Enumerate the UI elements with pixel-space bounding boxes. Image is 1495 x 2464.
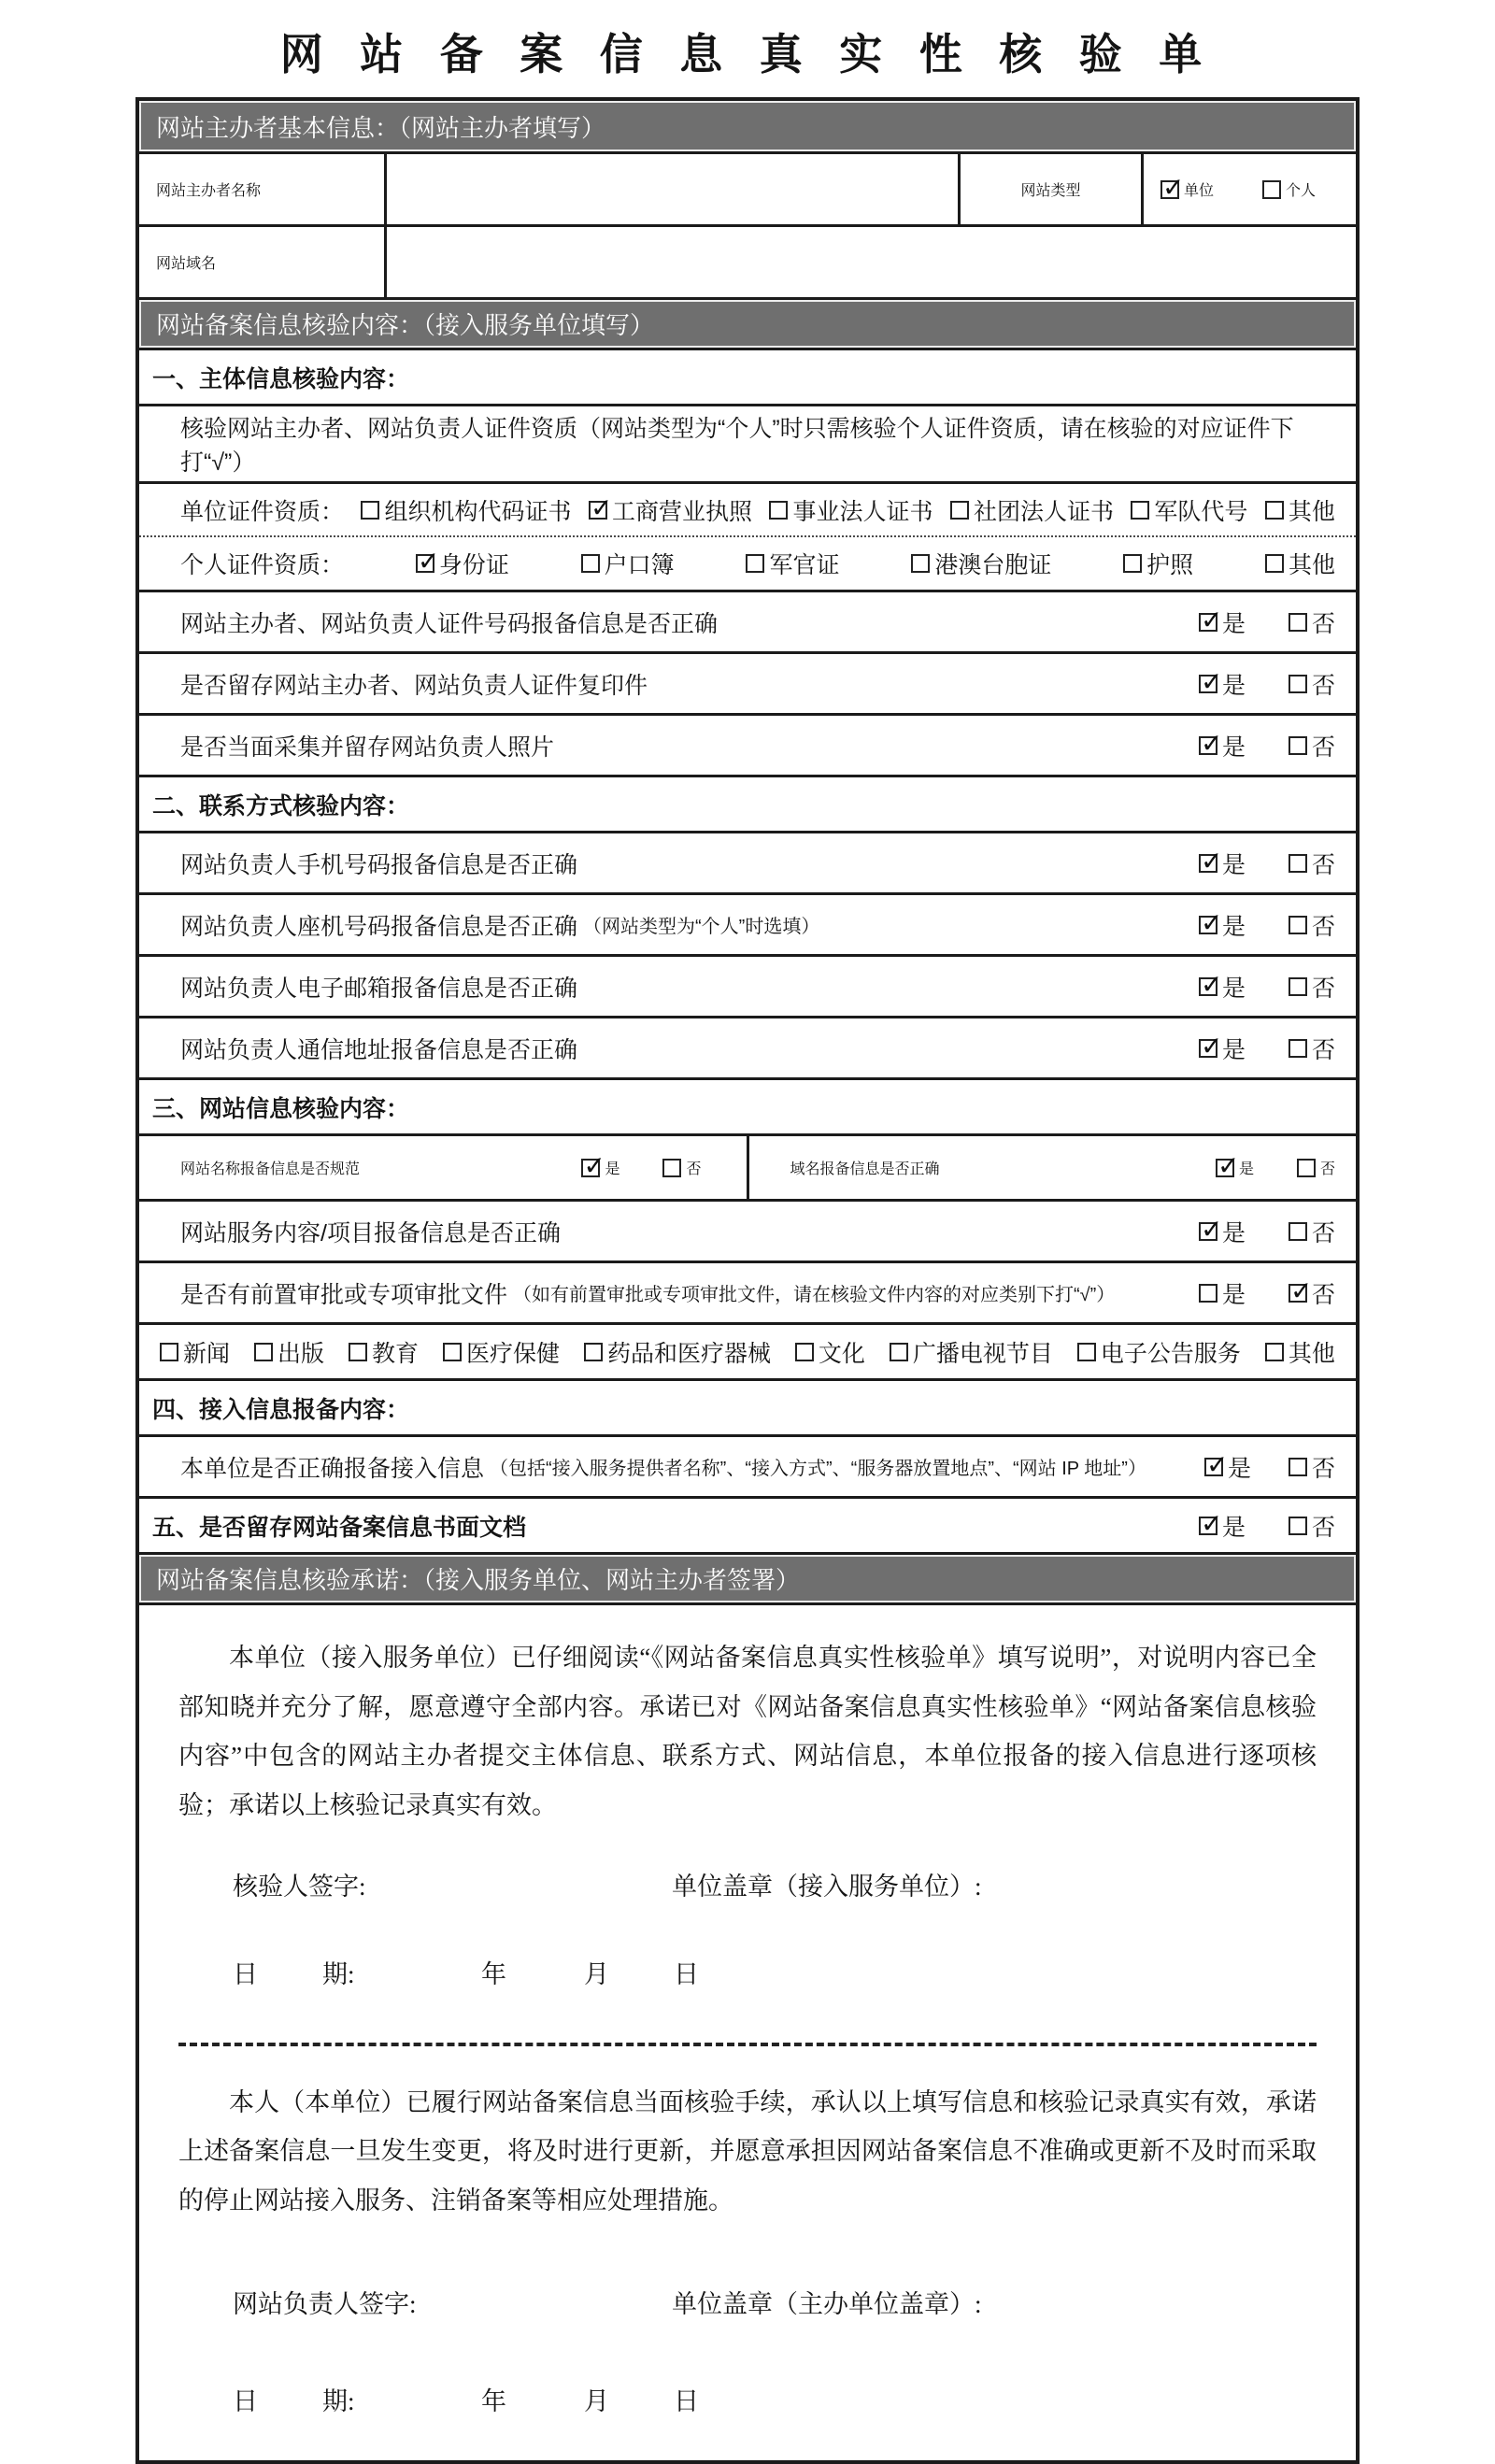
row-domain xyxy=(139,224,1356,297)
yes-option[interactable] xyxy=(581,1157,619,1178)
no-option[interactable] xyxy=(1289,847,1335,880)
date-day-label[interactable]: 日 xyxy=(674,1960,699,1989)
row-approval-categories xyxy=(139,1322,1356,1378)
approval-category[interactable] xyxy=(349,1335,419,1369)
question-row xyxy=(139,892,1356,954)
date-label-b: 期: xyxy=(322,1960,355,1989)
yes-option[interactable] xyxy=(1199,847,1246,880)
question-row xyxy=(139,651,1356,713)
part1-title: 一、主体信息核验内容： xyxy=(139,348,1356,404)
no-checkbox-icon[interactable] xyxy=(662,1159,681,1177)
organizer-name-label: 网站主办者名称 xyxy=(156,183,262,199)
checkbox-icon[interactable] xyxy=(589,501,607,520)
yes-no-group xyxy=(581,1157,705,1178)
yes-checkbox-icon[interactable] xyxy=(1199,1222,1217,1241)
date-label-a: 日 xyxy=(233,2387,258,2416)
yes-label: 是 xyxy=(1221,1514,1246,1541)
checkbox-icon[interactable] xyxy=(416,554,434,573)
checkbox-icon[interactable] xyxy=(746,554,764,573)
yes-label: 是 xyxy=(1221,851,1246,878)
yes-checkbox-icon[interactable] xyxy=(1199,916,1217,934)
no-label: 否 xyxy=(1311,851,1335,878)
unit-seal-label-2[interactable]: 单位盖章（主办单位盖章）: xyxy=(672,2289,982,2318)
no-label: 否 xyxy=(1311,672,1335,699)
part2-title: 二、联系方式核验内容： xyxy=(139,775,1356,831)
question-row xyxy=(139,713,1356,775)
checkbox-icon[interactable] xyxy=(160,1343,178,1361)
category-label: 广播电视节目 xyxy=(912,1340,1053,1367)
yes-option[interactable] xyxy=(1199,1276,1246,1310)
yes-no-group xyxy=(1199,667,1339,701)
yes-option[interactable] xyxy=(1216,1157,1254,1178)
no-option[interactable] xyxy=(1289,1032,1335,1065)
yes-label: 是 xyxy=(1221,734,1246,761)
checkbox-icon[interactable] xyxy=(349,1343,367,1361)
no-option[interactable] xyxy=(1289,1215,1335,1248)
question-text: 是否有前置审批或专项审批文件 xyxy=(180,1281,508,1308)
part4-title: 四、接入信息报备内容： xyxy=(139,1378,1356,1434)
personal-cert-option-label: 户口簿 xyxy=(604,552,675,578)
no-checkbox-icon[interactable] xyxy=(1289,1039,1307,1058)
domain-check xyxy=(747,1136,1357,1199)
site-manager-signature-label[interactable]: 网站负责人签字: xyxy=(233,2289,417,2318)
question-row xyxy=(139,1016,1356,1077)
row-unit-certificates xyxy=(139,481,1356,535)
no-label: 否 xyxy=(1311,1514,1335,1541)
personal-cert-option-label: 护照 xyxy=(1146,552,1194,578)
yes-label: 是 xyxy=(1221,975,1246,1002)
checkbox-icon[interactable] xyxy=(254,1343,273,1361)
domain-field[interactable] xyxy=(384,227,1356,297)
yes-checkbox-icon[interactable] xyxy=(1199,1284,1217,1303)
yes-label: 是 xyxy=(1221,1219,1246,1246)
section-header-verify-content: 网站备案信息核验内容：（接入服务单位填写） xyxy=(139,297,1356,348)
approval-category[interactable] xyxy=(160,1335,230,1369)
no-option[interactable] xyxy=(1289,970,1335,1004)
site-type-personal-label: 个人 xyxy=(1286,183,1317,199)
approval-category[interactable] xyxy=(584,1335,771,1369)
no-checkbox-icon[interactable] xyxy=(1289,1458,1307,1476)
personal-cert-option[interactable] xyxy=(1265,547,1335,580)
question-row xyxy=(139,1434,1356,1496)
row-name-domain-check xyxy=(139,1133,1356,1199)
question-text: 本单位是否正确报备接入信息 xyxy=(180,1455,485,1482)
no-option[interactable] xyxy=(1289,1509,1335,1543)
category-label: 医疗保健 xyxy=(465,1340,560,1367)
yes-no-group xyxy=(1199,908,1339,942)
checkbox-icon[interactable] xyxy=(1265,501,1284,520)
checkbox-icon[interactable] xyxy=(1123,554,1142,573)
checkbox-icon[interactable] xyxy=(795,1343,814,1361)
part3-title: 三、网站信息核验内容： xyxy=(139,1077,1356,1133)
no-option[interactable] xyxy=(1289,1450,1335,1484)
no-label: 否 xyxy=(686,1161,702,1177)
unit-cert-option-label: 其他 xyxy=(1288,498,1335,525)
question-row xyxy=(139,954,1356,1016)
question-text: 网站负责人电子邮箱报备信息是否正确 xyxy=(180,975,578,1002)
approval-category[interactable] xyxy=(1265,1335,1335,1369)
no-label: 否 xyxy=(1311,913,1335,940)
category-label: 药品和医疗器械 xyxy=(606,1340,771,1367)
category-label: 电子公告服务 xyxy=(1100,1340,1241,1367)
question-text: 是否当面采集并留存网站负责人照片 xyxy=(180,734,555,761)
approval-category[interactable] xyxy=(443,1335,560,1369)
section-header-basic-info: 网站主办者基本信息：（网站主办者填写） xyxy=(139,101,1356,151)
date-month-label[interactable]: 月 xyxy=(584,2387,609,2416)
yes-no-group xyxy=(1199,1215,1339,1248)
question-row xyxy=(139,1199,1356,1260)
unit-cert-option[interactable] xyxy=(950,493,1114,527)
no-label: 否 xyxy=(1311,1036,1335,1063)
yes-checkbox-icon[interactable] xyxy=(1199,736,1217,755)
question-text: 网站负责人座机号码报备信息是否正确 xyxy=(180,913,578,940)
no-checkbox-icon[interactable] xyxy=(1289,736,1307,755)
yes-option[interactable] xyxy=(1199,1509,1246,1543)
date-day-label[interactable]: 日 xyxy=(674,2387,699,2416)
row-organizer-name xyxy=(139,151,1356,224)
yes-label: 是 xyxy=(1221,1036,1246,1063)
no-label: 否 xyxy=(1311,734,1335,761)
checkbox-icon[interactable] xyxy=(361,501,379,520)
no-checkbox-icon[interactable] xyxy=(1289,1517,1307,1535)
question-row xyxy=(139,1260,1356,1322)
yes-checkbox-icon[interactable] xyxy=(1216,1159,1234,1177)
no-checkbox-icon[interactable] xyxy=(1289,675,1307,693)
yes-no-group xyxy=(1199,1509,1339,1543)
unit-cert-option[interactable] xyxy=(589,493,752,527)
pledge-paragraph-1: 本单位（接入服务单位）已仔细阅读“《网站备案信息真实性核验单》填写说明”，对说明内容已全部知晓并充分了解，愿意遵守全部内容。承诺已对《网站备案信息真实性核验单》“网站备案信息核验内容”中包含的网站主办者提交主体信息、联系方式、网站信息，本单位报备的接入信息进行逐项核验；承诺以上核验记录真实有效。 xyxy=(178,1644,1317,1819)
yes-label: 是 xyxy=(1221,1281,1246,1308)
question-row xyxy=(139,831,1356,892)
part5-title: 五、是否留存网站备案信息书面文档 xyxy=(152,1514,527,1541)
yes-option[interactable] xyxy=(1199,729,1246,762)
question-text: 网站名称报备信息是否规范 xyxy=(180,1161,361,1177)
yes-checkbox-icon[interactable] xyxy=(1199,977,1217,996)
unit-cert-option-label: 军队代号 xyxy=(1154,498,1248,525)
no-checkbox-icon[interactable] xyxy=(1289,613,1307,632)
yes-label: 是 xyxy=(1221,610,1246,637)
checkbox-icon[interactable] xyxy=(584,1343,603,1361)
checkbox-icon[interactable] xyxy=(1131,501,1149,520)
personal-cert-option[interactable] xyxy=(1123,547,1193,580)
unit-cert-option-label: 工商营业执照 xyxy=(611,498,752,525)
unit-cert-option-label: 组织机构代码证书 xyxy=(384,498,572,525)
category-label: 文化 xyxy=(818,1340,865,1367)
yes-no-group xyxy=(1199,605,1339,639)
unit-cert-label: 单位证件资质： xyxy=(180,498,345,525)
no-checkbox-icon[interactable] xyxy=(1289,916,1307,934)
category-label: 其他 xyxy=(1288,1340,1335,1367)
part5-row xyxy=(139,1496,1356,1552)
personal-cert-label: 个人证件资质： xyxy=(180,552,345,578)
yes-label: 是 xyxy=(605,1161,620,1177)
no-label: 否 xyxy=(1311,1281,1335,1308)
yes-label: 是 xyxy=(1221,913,1246,940)
checkbox-icon[interactable] xyxy=(581,554,600,573)
yes-checkbox-icon[interactable] xyxy=(1199,854,1217,873)
date-label-a: 日 xyxy=(233,1960,258,1989)
site-type-options xyxy=(1141,154,1356,224)
yes-no-group xyxy=(1216,1157,1339,1178)
yes-option[interactable] xyxy=(1199,605,1246,639)
no-option[interactable] xyxy=(1289,729,1335,762)
checkbox-icon[interactable] xyxy=(1077,1343,1096,1361)
no-checkbox-icon[interactable] xyxy=(1289,1284,1307,1303)
no-label: 否 xyxy=(1311,1455,1335,1482)
row-personal-certificates xyxy=(139,535,1356,590)
site-type-label: 网站类型 xyxy=(958,154,1141,224)
date-year-label[interactable]: 年 xyxy=(481,2387,506,2416)
yes-label: 是 xyxy=(1238,1161,1254,1177)
no-label: 否 xyxy=(1319,1161,1335,1177)
part1-instruction: 核验网站主办者、网站负责人证件资质（网站类型为“个人”时只需核验个人证件资质，请在核验的对应证件下打“√”） xyxy=(139,404,1356,481)
approval-category[interactable] xyxy=(890,1335,1053,1369)
domain-label: 网站域名 xyxy=(156,256,217,272)
yes-no-group xyxy=(1199,729,1339,762)
no-checkbox-icon[interactable] xyxy=(1297,1159,1316,1177)
yes-option[interactable] xyxy=(1204,1450,1251,1484)
no-checkbox-icon[interactable] xyxy=(1289,977,1307,996)
checkbox-icon[interactable] xyxy=(950,501,969,520)
unit-cert-option[interactable] xyxy=(769,493,933,527)
checkbox-icon[interactable] xyxy=(1265,1343,1284,1361)
date-month-label[interactable]: 月 xyxy=(584,1960,609,1989)
unit-cert-option[interactable] xyxy=(1131,493,1247,527)
checkbox-icon[interactable] xyxy=(443,1343,462,1361)
unit-cert-option[interactable] xyxy=(361,493,571,527)
checkbox-icon[interactable] xyxy=(911,554,930,573)
no-option[interactable] xyxy=(1297,1157,1335,1178)
personal-cert-option-label: 军官证 xyxy=(769,552,840,578)
personal-cert-option[interactable] xyxy=(746,547,839,580)
personal-cert-option[interactable] xyxy=(911,547,1051,580)
question-text: 网站主办者、网站负责人证件号码报备信息是否正确 xyxy=(180,610,719,637)
unit-cert-option[interactable] xyxy=(1265,493,1335,527)
pledge-paragraph-2: 本人（本单位）已履行网站备案信息当面核验手续，承认以上填写信息和核验记录真实有效，承诺上述备案信息一旦发生变更，将及时进行更新，并愿意承担因网站备案信息不准确或更新不及时而采取的停止网站接入服务、注销备案等相应处理措施。 xyxy=(178,2087,1317,2215)
no-option[interactable] xyxy=(1289,1276,1335,1310)
no-option[interactable] xyxy=(662,1157,701,1178)
checkbox-icon[interactable] xyxy=(890,1343,908,1361)
yes-label: 是 xyxy=(1221,672,1246,699)
question-text: 域名报备信息是否正确 xyxy=(790,1161,940,1177)
question-note: （网站类型为“个人”时选填） xyxy=(583,917,820,937)
yes-no-group xyxy=(1199,1276,1339,1310)
question-text: 网站负责人通信地址报备信息是否正确 xyxy=(180,1036,578,1063)
checkbox-icon[interactable] xyxy=(769,501,788,520)
yes-no-group xyxy=(1199,847,1339,880)
approval-category[interactable] xyxy=(795,1335,865,1369)
approval-category[interactable] xyxy=(1077,1335,1241,1369)
category-label: 教育 xyxy=(371,1340,419,1367)
section-header-pledge: 网站备案信息核验承诺：（接入服务单位、网站主办者签署） xyxy=(139,1552,1356,1602)
unit-cert-option-label: 事业法人证书 xyxy=(792,498,933,525)
yes-option[interactable] xyxy=(1199,970,1246,1004)
pledge-section xyxy=(139,1602,1356,2460)
checkbox-icon[interactable] xyxy=(1265,554,1284,573)
no-option[interactable] xyxy=(1289,605,1335,639)
no-label: 否 xyxy=(1311,1219,1335,1246)
yes-checkbox-icon[interactable] xyxy=(1204,1458,1223,1476)
question-text: 是否留存网站主办者、网站负责人证件复印件 xyxy=(180,672,648,699)
verification-form xyxy=(135,97,1360,2464)
unit-seal-label-1[interactable]: 单位盖章（接入服务单位）: xyxy=(672,1872,982,1901)
question-text: 网站服务内容/项目报备信息是否正确 xyxy=(180,1219,561,1246)
signature-row-2 xyxy=(233,2280,1317,2329)
question-note: （如有前置审批或专项审批文件，请在核验文件内容的对应类别下打“√”） xyxy=(513,1285,1116,1305)
page-title: 网 站 备 案 信 息 真 实 性 核 验 单 xyxy=(279,31,1216,78)
question-text: 网站负责人手机号码报备信息是否正确 xyxy=(180,851,578,878)
date-label-b: 期: xyxy=(322,2387,355,2416)
site-name-check xyxy=(139,1136,747,1199)
date-year-label[interactable]: 年 xyxy=(481,1960,506,1989)
yes-checkbox-icon[interactable] xyxy=(1199,1039,1217,1058)
dashed-divider xyxy=(178,2043,1317,2046)
checkbox-icon[interactable] xyxy=(1160,180,1179,199)
yes-no-group xyxy=(1199,1032,1339,1065)
yes-checkbox-icon[interactable] xyxy=(581,1159,600,1177)
approval-category[interactable] xyxy=(254,1335,324,1369)
date-row-1 xyxy=(233,1950,1317,2000)
site-type-unit-label: 单位 xyxy=(1184,183,1215,199)
no-checkbox-icon[interactable] xyxy=(1289,854,1307,873)
question-note: （包括“接入服务提供者名称”、“接入方式”、“服务器放置地点”、“网站 IP 地址”） xyxy=(490,1459,1146,1479)
yes-label: 是 xyxy=(1227,1455,1251,1482)
yes-option[interactable] xyxy=(1199,1032,1246,1065)
signature-row-1 xyxy=(233,1862,1317,1912)
site-type-unit-option[interactable] xyxy=(1160,178,1214,200)
no-checkbox-icon[interactable] xyxy=(1289,1222,1307,1241)
category-label: 出版 xyxy=(277,1340,324,1367)
personal-cert-option[interactable] xyxy=(416,547,509,580)
personal-cert-option-label: 身份证 xyxy=(438,552,509,578)
yes-checkbox-icon[interactable] xyxy=(1199,613,1217,632)
organizer-name-field[interactable] xyxy=(384,154,958,224)
personal-cert-option-label: 其他 xyxy=(1288,552,1335,578)
verifier-signature-label[interactable]: 核验人签字: xyxy=(233,1872,366,1901)
question-row xyxy=(139,590,1356,651)
yes-no-group xyxy=(1199,970,1339,1004)
checkbox-icon[interactable] xyxy=(1262,180,1281,199)
unit-cert-option-label: 社团法人证书 xyxy=(973,498,1114,525)
personal-cert-option-label: 港澳台胞证 xyxy=(934,552,1052,578)
no-option[interactable] xyxy=(1289,908,1335,942)
yes-checkbox-icon[interactable] xyxy=(1199,675,1217,693)
site-type-personal-option[interactable] xyxy=(1262,178,1316,200)
yes-option[interactable] xyxy=(1199,908,1246,942)
yes-option[interactable] xyxy=(1199,1215,1246,1248)
no-option[interactable] xyxy=(1289,667,1335,701)
yes-option[interactable] xyxy=(1199,667,1246,701)
yes-checkbox-icon[interactable] xyxy=(1199,1517,1217,1535)
yes-no-group xyxy=(1204,1450,1339,1484)
category-label: 新闻 xyxy=(183,1340,231,1367)
no-label: 否 xyxy=(1311,610,1335,637)
personal-cert-option[interactable] xyxy=(581,547,675,580)
no-label: 否 xyxy=(1311,975,1335,1002)
date-row-2 xyxy=(233,2377,1317,2427)
